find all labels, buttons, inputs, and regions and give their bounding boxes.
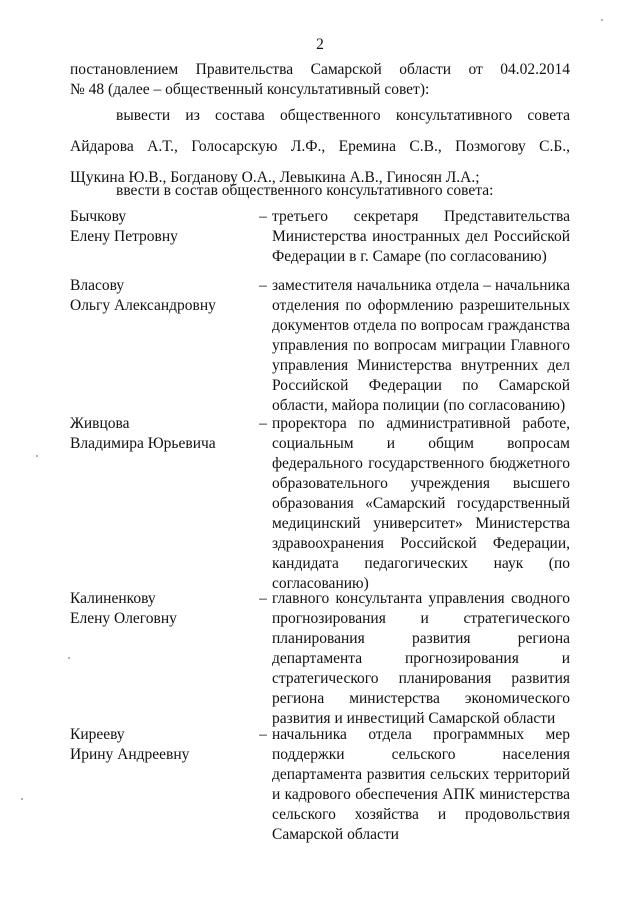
- intro-line: № 48 (далее – общественный консультативный совет):: [70, 81, 430, 98]
- position-line: медицинский университет» Министерства: [272, 515, 570, 532]
- position-line: департамента развития сельских территорий: [272, 766, 570, 783]
- member-given-name: Ирину Андреевну: [70, 746, 190, 763]
- position-line: документов отдела по вопросам гражданства: [272, 317, 570, 334]
- intro-line: постановлением Правительства Самарской области от 04.02.2014: [70, 61, 570, 78]
- remove-paragraph: [70, 106, 570, 188]
- member-given-name: Елену Петровну: [70, 228, 178, 245]
- entry-dash: –: [259, 415, 267, 432]
- remove-line: вывести из состава общественного консультативного совета: [116, 107, 570, 124]
- member-position: [272, 207, 570, 267]
- member-surname: Кирееву: [70, 726, 125, 743]
- member-surname: Живцова: [70, 415, 130, 432]
- position-line: третьего секретаря Представительства: [272, 208, 570, 225]
- member-position: [272, 276, 570, 416]
- position-line: Самарской области: [272, 826, 399, 843]
- position-line: региона министерства экономического: [272, 690, 570, 707]
- position-line: департамента прогнозирования и: [272, 650, 570, 667]
- position-line: проректора по административной работе,: [272, 415, 570, 432]
- add-line: ввести в состав общественного консультативного совета:: [116, 182, 494, 199]
- member-surname: Калиненкову: [70, 590, 156, 607]
- member-name: [70, 207, 260, 247]
- entry-dash: –: [259, 277, 267, 294]
- position-line: управления Министерства внутренних дел: [272, 357, 570, 374]
- member-given-name: Елену Олеговну: [70, 610, 177, 627]
- member-name: [70, 725, 260, 765]
- remove-line: Щукина Ю.В., Богданову О.А., Левыкина А.В., Гиносян Л.А.;: [70, 169, 480, 186]
- position-line: образовательного учреждения высшего: [272, 475, 570, 492]
- position-line: планирования развития региона: [272, 630, 570, 647]
- scan-speck: [21, 798, 23, 800]
- scan-speck: [68, 657, 70, 659]
- position-line: развития и инвестиций Самарской области: [272, 710, 556, 727]
- position-line: заместителя начальника отдела – начальника: [272, 277, 570, 294]
- member-position: [272, 589, 570, 729]
- member-position: [272, 414, 570, 594]
- intro-paragraph: [70, 60, 570, 100]
- position-line: социальным и общим вопросам: [272, 435, 570, 452]
- position-line: согласованию): [272, 575, 369, 592]
- member-position: [272, 725, 570, 845]
- position-line: Российской Федерации по Самарской: [272, 377, 570, 394]
- position-line: Федерации в г. Самаре (по согласованию): [272, 248, 547, 265]
- member-surname: Власову: [70, 277, 125, 294]
- member-name: [70, 589, 260, 629]
- member-given-name: Ольгу Александровну: [70, 297, 216, 314]
- entry-dash: –: [259, 590, 267, 607]
- position-line: здравоохранения Российской Федерации,: [272, 535, 570, 552]
- add-paragraph: [70, 181, 570, 201]
- position-line: сельского хозяйства и продовольствия: [272, 806, 570, 823]
- position-line: начальника отдела программных мер: [272, 726, 570, 743]
- member-name: [70, 414, 260, 454]
- page-number: 2: [316, 36, 324, 53]
- position-line: управления по вопросам миграции Главного: [272, 337, 570, 354]
- position-line: стратегического планирования развития: [272, 670, 570, 687]
- position-line: отделения по оформлению разрешительных: [272, 297, 570, 314]
- position-line: федерального государственного бюджетного: [272, 455, 570, 472]
- position-line: и кадрового обеспечения АПК министерства: [272, 786, 570, 803]
- position-line: кандидата педагогических наук (по: [272, 555, 570, 572]
- position-line: образования «Самарский государственный: [272, 495, 570, 512]
- position-line: Министерства иностранных дел Российской: [272, 228, 570, 245]
- scan-speck: [601, 19, 603, 21]
- position-line: прогнозирования и стратегического: [272, 610, 570, 627]
- entry-dash: –: [259, 726, 267, 743]
- entry-dash: –: [259, 208, 267, 225]
- position-line: главного консультанта управления сводного: [272, 590, 570, 607]
- remove-line: Айдарова А.Т., Голосарскую Л.Ф., Еремина С.В., Позмогову С.Б.,: [70, 138, 570, 155]
- scan-speck: [36, 455, 38, 457]
- position-line: поддержки сельского населения: [272, 746, 570, 763]
- position-line: области, майора полиции (по согласованию): [272, 397, 566, 414]
- member-name: [70, 276, 260, 316]
- member-surname: Бычкову: [70, 208, 127, 225]
- member-given-name: Владимира Юрьевича: [70, 435, 216, 452]
